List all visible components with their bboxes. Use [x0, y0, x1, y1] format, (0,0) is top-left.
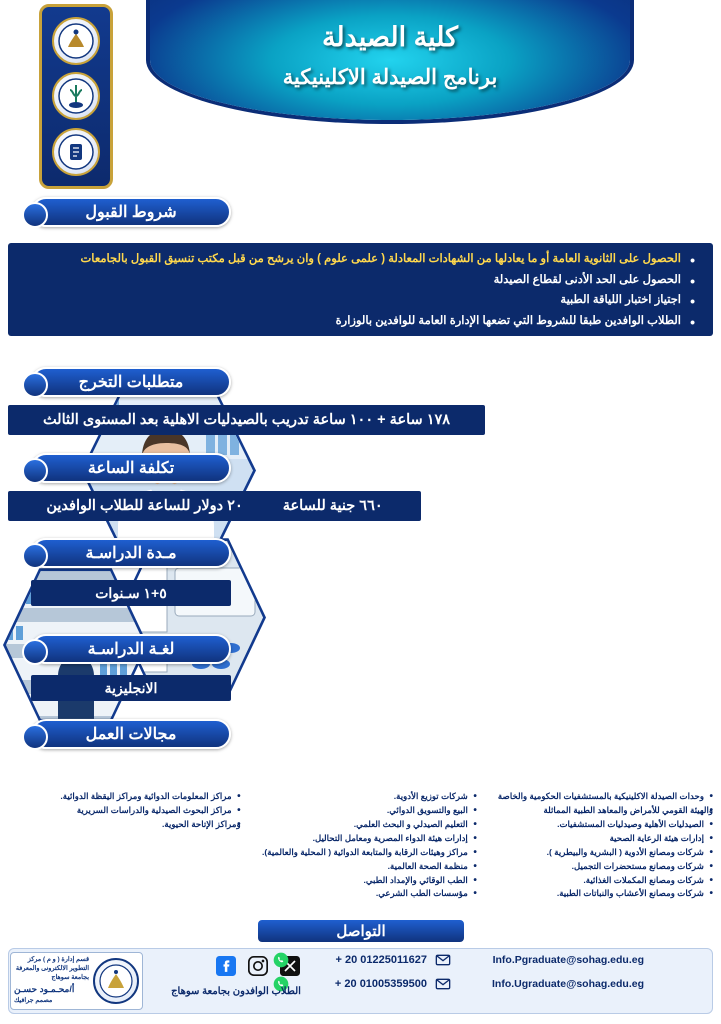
graduation-requirement-value: ١٧٨ ساعة + ١٠٠ ساعة تدريب بالصيدليات الاهلية بعد المستوى الثالث — [8, 405, 485, 435]
sohag-university-logo — [52, 17, 100, 65]
list-item: • إدارات هيئة الرعاية الصحية — [480, 832, 713, 846]
mail-icon[interactable] — [435, 976, 451, 992]
work-fields-column-2 — [244, 790, 477, 905]
list-item: • الطلاب الوافدين طبقا للشروط التي تضعها الإدارة العامة للوافدين بالوزارة — [18, 313, 695, 330]
page-title: كلية الصيدلة — [321, 22, 459, 52]
list-item: • مؤسسات الطب الشرعي. — [244, 887, 477, 901]
background-pharmacy-photo — [221, 560, 721, 790]
section-heading-admission: شروط القبول — [31, 197, 231, 227]
designer-name: أ/محـمـود حسـن — [14, 984, 75, 995]
list-item: • الحصول على الثانوية العامة أو ما يعادلها من الشهادات المعادلة ( علمى علوم ) وان يرشح من قبل مكتب تنسيق القبول بالجامعات — [18, 251, 695, 268]
list-item: • إدارات هيئة الدواء المصرية ومعامل التحاليل. — [244, 832, 477, 846]
contact-email[interactable]: Info.Pgraduate@sohag.edu.eg — [492, 954, 644, 966]
section-heading-language: لغـة الدراسـة — [31, 634, 231, 664]
list-item: • شركات توزيع الأدوية. — [244, 790, 477, 804]
list-item: • الحصول على الحد الأدنى لقطاع الصيدلة — [18, 272, 695, 289]
list-item: • شركات ومصانع الأعشاب والنباتات الطبية. — [480, 887, 713, 901]
list-item: • شركات ومصانع المكملات الغذائية. — [480, 874, 713, 888]
credit-cost-values — [8, 491, 421, 521]
instagram-icon[interactable] — [247, 955, 269, 977]
list-item: • التعليم الصيدلي و البحث العلمي. — [244, 818, 477, 832]
list-item: • الصيدليات الأهلية وصيدليات المستشفيات. — [480, 818, 713, 832]
logo-strip — [39, 4, 113, 189]
admission-conditions-list — [18, 251, 695, 330]
contact-phone: + 20 01225011627 — [335, 954, 427, 966]
section-heading-graduation: متطلبات التخرج — [31, 367, 231, 397]
contact-rows — [273, 952, 693, 992]
list-item: • مراكز وهيئات الرقابة والمتابعة الدوائية ( المحلية والعالمية). — [244, 846, 477, 860]
work-fields-column-1 — [480, 790, 713, 905]
section-heading-work-fields: مجالات العمل — [31, 719, 231, 749]
work-fields-columns — [8, 790, 713, 905]
list-item: • اجتياز اختبار اللياقة الطبية — [18, 292, 695, 309]
list-item: • مراكز البحوث الصيدلية والدراسات السريرية — [8, 804, 241, 818]
program-logo — [52, 128, 100, 176]
credit-cost-egp: ٦٦٠ جنية للساعة — [282, 498, 383, 514]
list-item: • الطب الوقائي والإمداد الطبي. — [244, 874, 477, 888]
work-fields-column-3 — [8, 790, 241, 905]
section-heading-credit-cost: تكلفة الساعة — [31, 453, 231, 483]
mail-icon[interactable] — [435, 952, 451, 968]
whatsapp-icon[interactable] — [273, 952, 289, 968]
program-subtitle: برنامج الصيدلة الاكلينيكية — [282, 66, 498, 89]
section-heading-contact: التواصل — [256, 918, 466, 944]
list-item: • شركات ومصانع مستحضرات التجميل. — [480, 860, 713, 874]
language-value: الانجليزية — [31, 675, 231, 701]
section-heading-duration: مـدة الدراسـة — [31, 538, 231, 568]
list-item: • مراكز المعلومات الدوائية ومراكز اليقظة الدوائية. — [8, 790, 241, 804]
contact-email[interactable]: Info.Ugraduate@sohag.edu.eg — [492, 978, 644, 990]
contact-row — [273, 976, 693, 992]
stamp-line: قسم إدارة ( و م ) مركز التطوير الالكترونى والمعرفة بجامعة سوهاج — [15, 955, 89, 981]
student-note: الطلاب الوافدون بجامعة سوهاج — [171, 986, 301, 997]
university-seal-icon — [93, 958, 139, 1004]
list-item: • ومراكز الإتاحة الحيوية. — [8, 818, 241, 832]
list-item: • والهيئة القومي للأمراض والمعاهد الطبية المماثلة — [480, 804, 713, 818]
facebook-icon[interactable] — [215, 955, 237, 977]
banner-shape — [150, 0, 630, 120]
credit-cost-usd: ٢٠ دولار للساعة للطلاب الوافدين — [46, 498, 243, 514]
list-item: • البيع والتسويق الدوائي. — [244, 804, 477, 818]
duration-value: ٥+١ سـنوات — [31, 580, 231, 606]
contact-phone: + 20 01005359500 — [334, 978, 427, 990]
list-item: • شركات ومصانع الأدوية ( البشرية والبيطرية ). — [480, 846, 713, 860]
designer-role: مصمم جرافيك — [14, 997, 53, 1005]
contact-row — [273, 952, 693, 968]
admission-conditions-box — [8, 243, 713, 336]
list-item: • وحدات الصيدلة الاكلينيكية بالمستشفيات الحكومية والخاصة — [480, 790, 713, 804]
designer-stamp — [10, 952, 143, 1010]
list-item: • منظمة الصحة العالمية. — [244, 860, 477, 874]
faculty-of-pharmacy-logo — [52, 72, 100, 120]
